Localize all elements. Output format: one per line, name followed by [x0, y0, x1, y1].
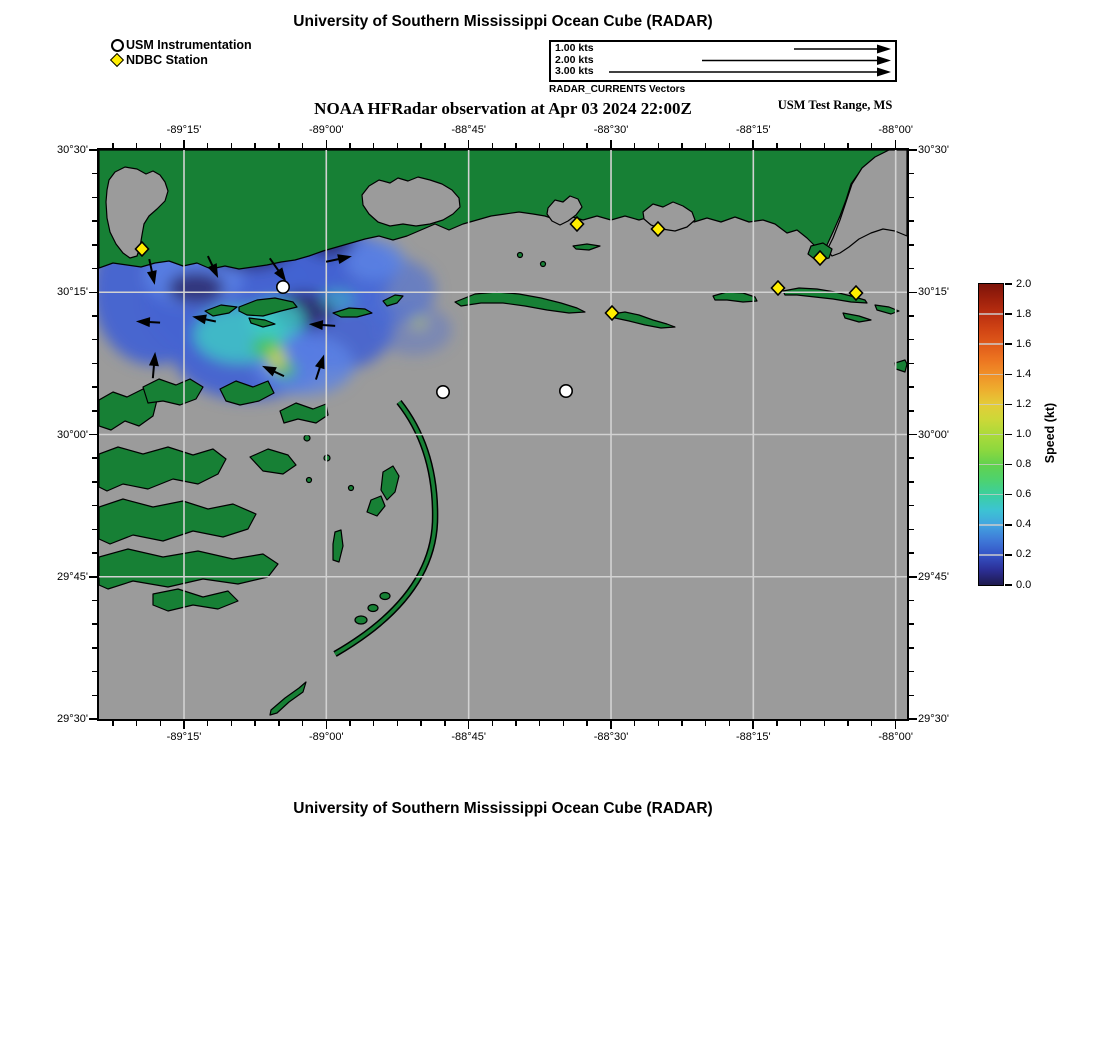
x-axis-label-top: -88°15' — [735, 124, 771, 136]
chandeleur-frag — [380, 593, 390, 600]
chandeleur-frag — [368, 605, 378, 612]
x-tick-bottom — [871, 721, 873, 726]
colorbar-gridline — [979, 554, 1003, 556]
y-tick-left — [92, 410, 97, 412]
x-tick-top — [895, 140, 897, 148]
range-label: USM Test Range, MS — [777, 98, 893, 112]
y-tick-right — [909, 434, 917, 436]
colorbar-axis-label: Speed (kt) — [1043, 402, 1057, 464]
scale-arrow-head — [877, 56, 891, 65]
colorbar-tick — [1005, 494, 1012, 496]
x-tick-top — [397, 143, 399, 148]
x-axis-label-top: -89°00' — [308, 124, 344, 136]
y-tick-right — [909, 315, 914, 317]
colorbar-gridline — [979, 313, 1003, 315]
observation-subtitle: NOAA HFRadar observation at Apr 03 2024 22:00Z — [314, 99, 692, 118]
colorbar-tick — [1005, 434, 1012, 436]
marsh-dot — [304, 435, 310, 441]
x-axis-label-bottom: -89°00' — [308, 731, 344, 743]
y-tick-right — [909, 292, 917, 294]
y-axis-label-right: 30°15' — [918, 286, 949, 299]
colorbar-gridline — [979, 374, 1003, 376]
y-tick-left — [92, 197, 97, 199]
usm-instrumentation-marker — [437, 386, 449, 398]
y-tick-right — [909, 220, 914, 222]
y-tick-right — [909, 173, 914, 175]
x-tick-top — [278, 143, 280, 148]
colorbar-tick-label: 0.8 — [1016, 458, 1032, 471]
page-title-top: University of Southern Mississippi Ocean Cube (RADAR) — [293, 13, 713, 30]
y-tick-left — [92, 173, 97, 175]
x-tick-bottom — [278, 721, 280, 726]
y-tick-left — [92, 363, 97, 365]
y-tick-right — [909, 647, 914, 649]
speed-blob — [411, 315, 427, 329]
y-tick-right — [909, 671, 914, 673]
x-tick-top — [729, 143, 731, 148]
y-tick-left — [89, 292, 97, 294]
x-axis-label-top: -88°45' — [451, 124, 486, 136]
y-tick-left — [92, 220, 97, 222]
y-tick-right — [909, 149, 917, 151]
x-tick-bottom — [207, 721, 209, 726]
x-tick-top — [420, 143, 422, 148]
y-tick-left — [92, 244, 97, 246]
colorbar-gridline — [979, 404, 1003, 406]
x-tick-bottom — [112, 721, 114, 726]
y-tick-left — [92, 623, 97, 625]
x-axis-label-bottom: -88°00' — [878, 731, 914, 743]
y-tick-left — [92, 315, 97, 317]
x-tick-bottom — [183, 721, 185, 729]
usm-instrumentation-icon — [111, 39, 124, 52]
vector-scale-2kt-label: 2.00 kts — [555, 53, 594, 66]
y-axis-label-right: 29°30' — [918, 713, 949, 725]
colorbar-tick-label: 1.2 — [1016, 397, 1032, 410]
x-tick-bottom — [800, 721, 802, 726]
y-tick-left — [92, 386, 97, 388]
x-axis-label-bottom: -88°15' — [735, 731, 771, 743]
usm-instrumentation-marker — [277, 281, 289, 293]
islet-dot — [541, 262, 546, 267]
y-tick-right — [909, 339, 914, 341]
x-axis-label-bottom: -88°45' — [451, 731, 486, 743]
y-tick-right — [909, 600, 914, 602]
x-axis-label-top: -88°30' — [593, 124, 629, 136]
x-tick-bottom — [326, 721, 328, 729]
colorbar-tick — [1005, 404, 1012, 406]
x-tick-bottom — [302, 721, 304, 726]
colorbar-tick — [1005, 524, 1012, 526]
y-axis-label-left: 30°15' — [57, 286, 88, 299]
x-tick-bottom — [160, 721, 162, 726]
y-tick-left — [92, 552, 97, 554]
scale-arrow-head — [877, 68, 891, 77]
y-tick-left — [89, 434, 97, 436]
x-tick-bottom — [136, 721, 138, 726]
vector-scale-1kt-label: 1.00 kts — [555, 42, 594, 54]
x-tick-top — [658, 143, 660, 148]
legend-label-ndbc: NDBC Station — [126, 53, 208, 67]
y-axis-label-left: 30°30' — [57, 144, 88, 156]
colorbar-tick-label: 0.4 — [1016, 518, 1032, 531]
y-tick-left — [92, 529, 97, 531]
x-tick-top — [610, 140, 612, 148]
y-tick-left — [92, 481, 97, 483]
x-tick-bottom — [515, 721, 517, 726]
colorbar-tick-label: 0.6 — [1016, 488, 1032, 501]
y-tick-right — [909, 623, 914, 625]
x-tick-top — [444, 143, 446, 148]
y-tick-right — [909, 268, 914, 270]
y-tick-right — [909, 457, 914, 459]
x-axis-label-bottom: -88°30' — [593, 731, 629, 743]
x-tick-top — [302, 143, 304, 148]
colorbar-tick-label: 1.8 — [1016, 307, 1032, 320]
usm-instrumentation-marker — [560, 385, 572, 397]
scale-arrow-head — [877, 45, 891, 54]
y-tick-right — [909, 505, 914, 507]
x-tick-top — [752, 140, 754, 148]
colorbar-tick-label: 0.0 — [1016, 578, 1032, 591]
x-tick-bottom — [634, 721, 636, 726]
speed-blob — [344, 240, 404, 280]
x-tick-bottom — [847, 721, 849, 726]
y-tick-right — [909, 244, 914, 246]
x-tick-bottom — [776, 721, 778, 726]
marsh-dot — [307, 478, 312, 483]
y-tick-right — [909, 481, 914, 483]
colorbar-tick — [1005, 584, 1012, 586]
x-tick-top — [492, 143, 494, 148]
x-tick-top — [800, 143, 802, 148]
x-tick-top — [160, 143, 162, 148]
colorbar-gridline — [979, 464, 1003, 466]
x-tick-top — [468, 140, 470, 148]
y-tick-right — [909, 718, 917, 720]
x-tick-bottom — [468, 721, 470, 729]
y-tick-left — [89, 576, 97, 578]
map-canvas — [57, 124, 949, 743]
x-tick-bottom — [729, 721, 731, 726]
x-tick-bottom — [563, 721, 565, 726]
y-tick-left — [92, 457, 97, 459]
y-tick-right — [909, 386, 914, 388]
x-tick-bottom — [397, 721, 399, 726]
colorbar-gridline — [979, 524, 1003, 526]
y-tick-left — [92, 671, 97, 673]
x-axis-label-top: -89°15' — [166, 124, 202, 136]
x-tick-top — [847, 143, 849, 148]
scale-arrow — [609, 68, 891, 77]
x-tick-bottom — [373, 721, 375, 726]
colorbar-tick — [1005, 464, 1012, 466]
x-tick-bottom — [539, 721, 541, 726]
islet-dot — [518, 253, 523, 258]
x-tick-bottom — [895, 721, 897, 729]
y-tick-left — [92, 647, 97, 649]
x-tick-bottom — [254, 721, 256, 726]
y-tick-left — [89, 718, 97, 720]
colorbar-tick-label: 1.4 — [1016, 367, 1032, 380]
y-axis-label-right: 30°00' — [918, 428, 949, 441]
page-title-bottom: University of Southern Mississippi Ocean Cube (RADAR) — [293, 800, 713, 817]
x-tick-top — [349, 143, 351, 148]
x-tick-top — [231, 143, 233, 148]
scale-arrow — [702, 56, 891, 65]
y-axis-label-left: 30°00' — [57, 428, 88, 441]
y-tick-left — [89, 149, 97, 151]
y-tick-left — [92, 339, 97, 341]
x-tick-top — [871, 143, 873, 148]
x-tick-top — [586, 143, 588, 148]
x-tick-top — [705, 143, 707, 148]
legend-label-usm: USM Instrumentation — [126, 38, 252, 52]
x-tick-bottom — [752, 721, 754, 729]
x-tick-bottom — [824, 721, 826, 726]
chandeleur-dot — [349, 486, 354, 491]
x-tick-top — [634, 143, 636, 148]
y-tick-left — [92, 505, 97, 507]
y-tick-right — [909, 576, 917, 578]
colorbar-gridline — [979, 343, 1003, 345]
y-tick-left — [92, 695, 97, 697]
x-tick-top — [136, 143, 138, 148]
y-axis-label-right: 30°30' — [918, 144, 949, 156]
colorbar-gridline — [979, 494, 1003, 496]
vector-scale-3kt-label: 3.00 kts — [555, 65, 594, 77]
vector-scale-caption: RADAR_CURRENTS Vectors — [549, 84, 686, 95]
chandeleur-frag — [355, 616, 367, 624]
scale-arrow — [794, 45, 891, 54]
y-axis-label-left: 29°45' — [57, 570, 88, 583]
x-tick-bottom — [705, 721, 707, 726]
x-tick-top — [515, 143, 517, 148]
x-tick-top — [207, 143, 209, 148]
colorbar-tick-label: 1.0 — [1016, 428, 1032, 440]
x-tick-bottom — [681, 721, 683, 726]
x-tick-top — [254, 143, 256, 148]
x-axis-label-top: -88°00' — [878, 124, 914, 136]
x-tick-bottom — [658, 721, 660, 726]
speed-blob — [168, 272, 224, 304]
x-tick-top — [539, 143, 541, 148]
x-tick-top — [824, 143, 826, 148]
y-tick-right — [909, 410, 914, 412]
x-tick-bottom — [349, 721, 351, 726]
y-axis-label-right: 29°45' — [918, 570, 949, 583]
vector-scale-arrows — [551, 42, 895, 80]
colorbar-tick — [1005, 313, 1012, 315]
y-axis-label-left: 29°30' — [57, 713, 88, 725]
y-tick-right — [909, 529, 914, 531]
map-drawing — [99, 150, 907, 719]
y-tick-right — [909, 552, 914, 554]
x-tick-top — [112, 143, 114, 148]
ndbc-station-icon — [110, 53, 124, 67]
x-tick-top — [326, 140, 328, 148]
speed-colorbar — [978, 277, 1032, 591]
speed-blob — [376, 305, 452, 355]
colorbar-tick — [1005, 343, 1012, 345]
x-tick-top — [776, 143, 778, 148]
x-tick-bottom — [610, 721, 612, 729]
colorbar-tick — [1005, 283, 1012, 285]
colorbar-tick-label: 2.0 — [1016, 277, 1032, 290]
x-axis-label-bottom: -89°15' — [166, 731, 202, 743]
colorbar-tick-label: 0.2 — [1016, 548, 1032, 561]
y-tick-left — [92, 268, 97, 270]
vector-scale-box — [549, 40, 897, 82]
colorbar-tick — [1005, 374, 1012, 376]
colorbar-tick — [1005, 554, 1012, 556]
x-tick-bottom — [492, 721, 494, 726]
y-tick-right — [909, 197, 914, 199]
x-tick-bottom — [586, 721, 588, 726]
x-tick-bottom — [231, 721, 233, 726]
x-tick-top — [681, 143, 683, 148]
x-tick-top — [373, 143, 375, 148]
x-tick-bottom — [444, 721, 446, 726]
x-tick-bottom — [420, 721, 422, 726]
colorbar-tick-label: 1.6 — [1016, 337, 1032, 350]
x-tick-top — [563, 143, 565, 148]
x-tick-top — [183, 140, 185, 148]
y-tick-left — [92, 600, 97, 602]
y-tick-right — [909, 363, 914, 365]
colorbar-gridline — [979, 434, 1003, 436]
y-tick-right — [909, 695, 914, 697]
